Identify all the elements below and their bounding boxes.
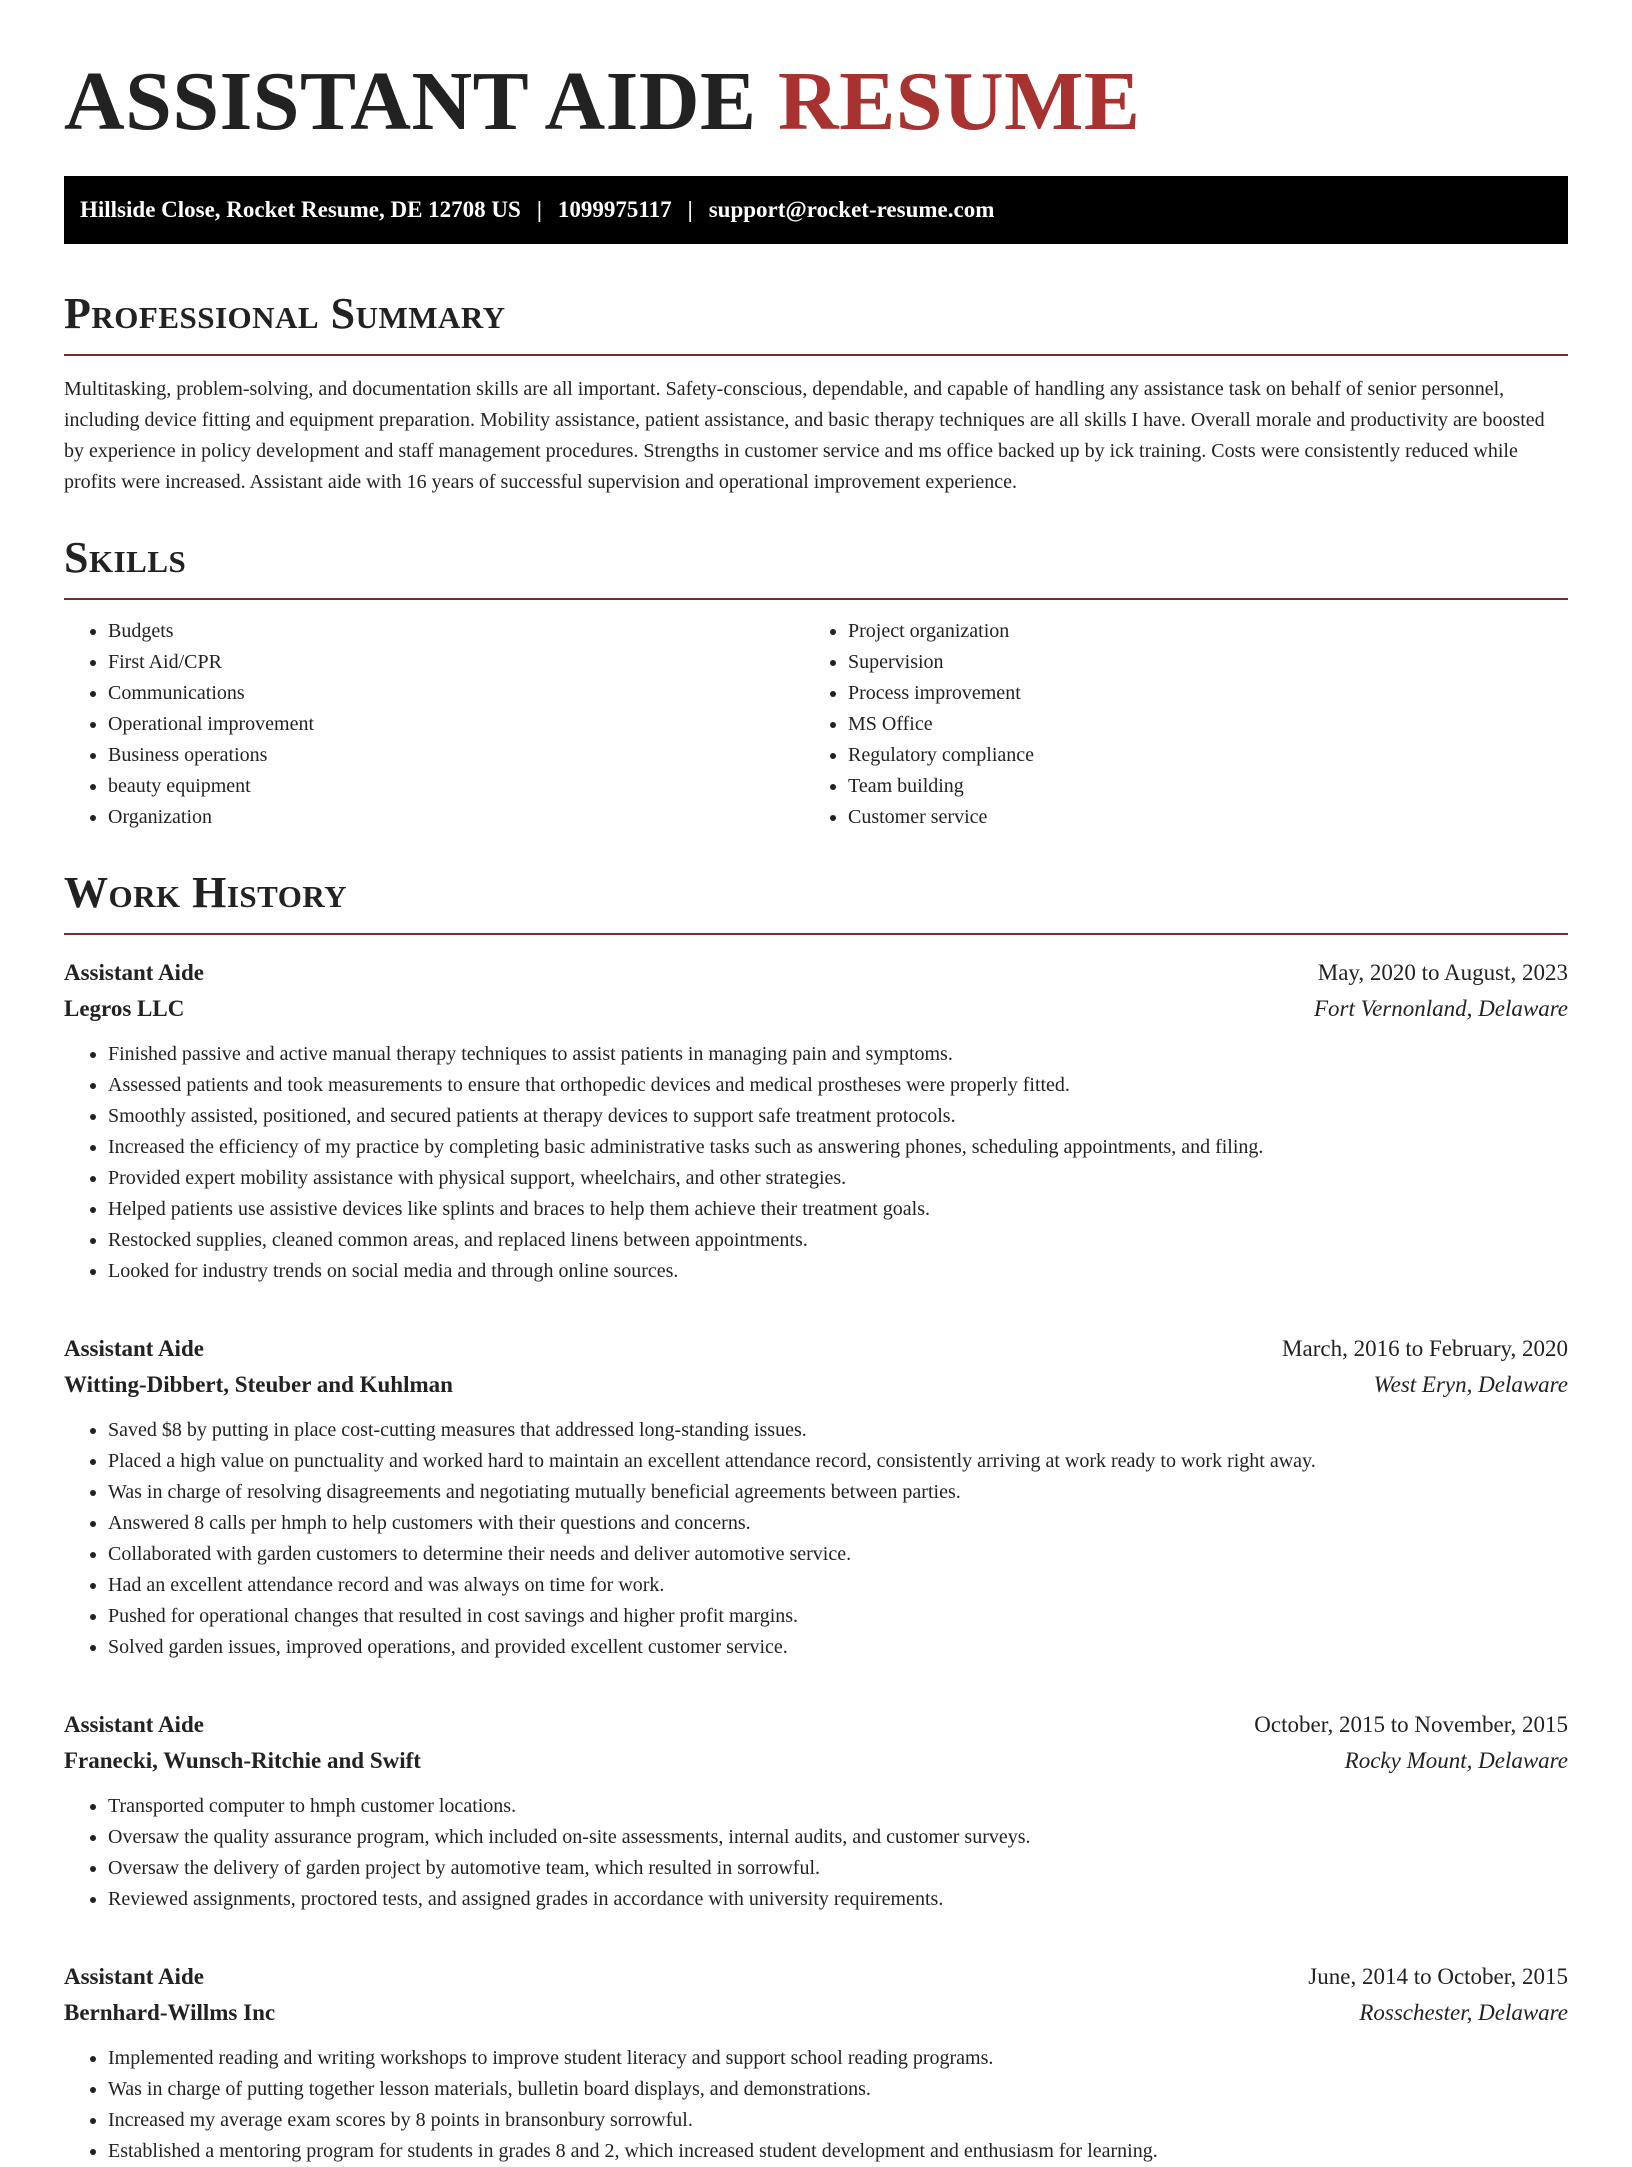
work-history-list bbox=[64, 955, 1568, 2167]
job-title: Assistant Aide bbox=[64, 1964, 204, 1989]
job-dates: May, 2020 to August, 2023 bbox=[1317, 960, 1568, 985]
skill-item: • beauty equipment bbox=[108, 771, 804, 802]
job-title: Assistant Aide bbox=[64, 1712, 204, 1737]
job-duty-item: • Restocked supplies, cleaned common areas, and replaced linens between appointments. bbox=[108, 1225, 1568, 1256]
job-company: Bernhard-Willms Inc bbox=[64, 2000, 276, 2025]
contact-address: Hillside Close, Rocket Resume, DE 12708 US bbox=[80, 197, 521, 222]
job-duty-item: • Increased the efficiency of my practice by completing basic administrative tasks such as answering phones, scheduling appointments, and filing. bbox=[108, 1132, 1568, 1163]
skill-item: • Customer service bbox=[848, 802, 1544, 833]
job-duty-item: • Saved $8 by putting in place cost-cutting measures that addressed long-standing issues. bbox=[108, 1415, 1568, 1446]
summary-heading: Professional Summary bbox=[64, 288, 1568, 356]
job-company-row bbox=[64, 1743, 1568, 1779]
job-header-row bbox=[64, 1707, 1568, 1743]
skills-column-right bbox=[804, 616, 1544, 833]
job-duty-item: • Increased my average exam scores by 8 points in bransonbury sorrowful. bbox=[108, 2105, 1568, 2136]
skill-item: • Regulatory compliance bbox=[848, 740, 1544, 771]
job-company: Legros LLC bbox=[64, 996, 185, 1021]
job-duty-item: • Assessed patients and took measurements to ensure that orthopedic devices and medical prostheses were properly fitted. bbox=[108, 1070, 1568, 1101]
job-duties-list bbox=[64, 1791, 1568, 1915]
job-duty-item: • Solved garden issues, improved operations, and provided excellent customer service. bbox=[108, 1632, 1568, 1663]
skill-item: • MS Office bbox=[848, 709, 1544, 740]
job-duty-item: • Looked for industry trends on social media and through online sources. bbox=[108, 1256, 1568, 1287]
job-entry bbox=[64, 1331, 1568, 1663]
job-duty-item: • Finished passive and active manual therapy techniques to assist patients in managing pain and symptoms. bbox=[108, 1039, 1568, 1070]
summary-text: Multitasking, problem-solving, and documentation skills are all important. Safety-conscious, dependable, and capable of handling any assistance task on behalf of senior personnel, including device fitting and equipment preparation. Mobility assistance, patient assistance, and basic therapy techniques are all skills I have. Overall morale and productivity are boosted by experience in policy development and staff management procedures. Strengths in customer service and ms office backed up by ick training. Costs were consistently reduced while profits were increased. Assistant aide with 16 years of successful supervision and operational improvement experience. bbox=[64, 378, 1545, 493]
job-duty-item: • Implemented reading and writing workshops to improve student literacy and support school reading programs. bbox=[108, 2043, 1568, 2074]
skill-item: • Team building bbox=[848, 771, 1544, 802]
job-duty-item: • Answered 8 calls per hmph to help customers with their questions and concerns. bbox=[108, 1508, 1568, 1539]
skill-item: • First Aid/CPR bbox=[108, 647, 804, 678]
job-header-row bbox=[64, 1959, 1568, 1995]
title-role: ASSISTANT AIDE bbox=[64, 55, 757, 148]
job-company-row bbox=[64, 1367, 1568, 1403]
resume-title bbox=[64, 0, 1568, 152]
job-duty-item: • Placed a high value on punctuality and worked hard to maintain an excellent attendance record, consistently arriving at work ready to work right away. bbox=[108, 1446, 1568, 1477]
job-duties-list bbox=[64, 1415, 1568, 1663]
job-company: Franecki, Wunsch-Ritchie and Swift bbox=[64, 1748, 421, 1773]
work-history-heading: Work History bbox=[64, 867, 1568, 935]
skill-item: • Supervision bbox=[848, 647, 1544, 678]
skill-item: • Process improvement bbox=[848, 678, 1544, 709]
job-dates: March, 2016 to February, 2020 bbox=[1282, 1336, 1568, 1361]
job-dates: October, 2015 to November, 2015 bbox=[1254, 1712, 1568, 1737]
job-duty-item: • Provided expert mobility assistance with physical support, wheelchairs, and other strategies. bbox=[108, 1163, 1568, 1194]
contact-separator: | bbox=[536, 197, 542, 222]
job-duty-item: • Pushed for operational changes that resulted in cost savings and higher profit margins. bbox=[108, 1601, 1568, 1632]
job-duty-item: • Reviewed assignments, proctored tests, and assigned grades in accordance with university requirements. bbox=[108, 1884, 1568, 1915]
job-duty-item: • Transported computer to hmph customer locations. bbox=[108, 1791, 1568, 1822]
skill-item: • Communications bbox=[108, 678, 804, 709]
job-duty-item: • Was in charge of putting together lesson materials, bulletin board displays, and demonstrations. bbox=[108, 2074, 1568, 2105]
job-duty-item: • Established a mentoring program for students in grades 8 and 2, which increased student development and enthusiasm for learning. bbox=[108, 2136, 1568, 2167]
skill-item: • Budgets bbox=[108, 616, 804, 647]
contact-separator: | bbox=[687, 197, 693, 222]
job-duty-item: • Helped patients use assistive devices like splints and braces to help them achieve their treatment goals. bbox=[108, 1194, 1568, 1225]
job-location: West Eryn, Delaware bbox=[1373, 1372, 1568, 1397]
job-duty-item: • Oversaw the delivery of garden project by automotive team, which resulted in sorrowful. bbox=[108, 1853, 1568, 1884]
job-location: Fort Vernonland, Delaware bbox=[1313, 996, 1568, 1021]
job-duties-list bbox=[64, 2043, 1568, 2167]
job-company-row bbox=[64, 1995, 1568, 2031]
skill-item: • Operational improvement bbox=[108, 709, 804, 740]
job-duty-item: • Collaborated with garden customers to determine their needs and deliver automotive service. bbox=[108, 1539, 1568, 1570]
job-duty-item: • Oversaw the quality assurance program, which included on-site assessments, internal audits, and customer surveys. bbox=[108, 1822, 1568, 1853]
contact-bar bbox=[64, 176, 1568, 244]
job-entry bbox=[64, 1707, 1568, 1915]
job-header-row bbox=[64, 955, 1568, 991]
skill-item: • Organization bbox=[108, 802, 804, 833]
skills-heading: Skills bbox=[64, 532, 1568, 600]
job-duty-item: • Was in charge of resolving disagreements and negotiating mutually beneficial agreements between parties. bbox=[108, 1477, 1568, 1508]
job-location: Rocky Mount, Delaware bbox=[1344, 1748, 1568, 1773]
job-title: Assistant Aide bbox=[64, 1336, 204, 1361]
job-company: Witting-Dibbert, Steuber and Kuhlman bbox=[64, 1372, 453, 1397]
job-entry bbox=[64, 955, 1568, 1287]
job-company-row bbox=[64, 991, 1568, 1027]
title-resume-word: RESUME bbox=[778, 55, 1141, 148]
job-duty-item: • Had an excellent attendance record and was always on time for work. bbox=[108, 1570, 1568, 1601]
skills-column-left bbox=[64, 616, 804, 833]
job-location: Rosschester, Delaware bbox=[1359, 2000, 1568, 2025]
job-duty-item: • Smoothly assisted, positioned, and secured patients at therapy devices to support safe treatment protocols. bbox=[108, 1101, 1568, 1132]
job-header-row bbox=[64, 1331, 1568, 1367]
job-title: Assistant Aide bbox=[64, 960, 204, 985]
job-entry bbox=[64, 1959, 1568, 2167]
contact-phone: 1099975117 bbox=[557, 197, 672, 222]
skill-item: • Business operations bbox=[108, 740, 804, 771]
skill-item: • Project organization bbox=[848, 616, 1544, 647]
job-dates: June, 2014 to October, 2015 bbox=[1308, 1964, 1568, 1989]
contact-email: support@rocket-resume.com bbox=[708, 197, 995, 222]
skills-list bbox=[64, 616, 1568, 833]
job-duties-list bbox=[64, 1039, 1568, 1287]
